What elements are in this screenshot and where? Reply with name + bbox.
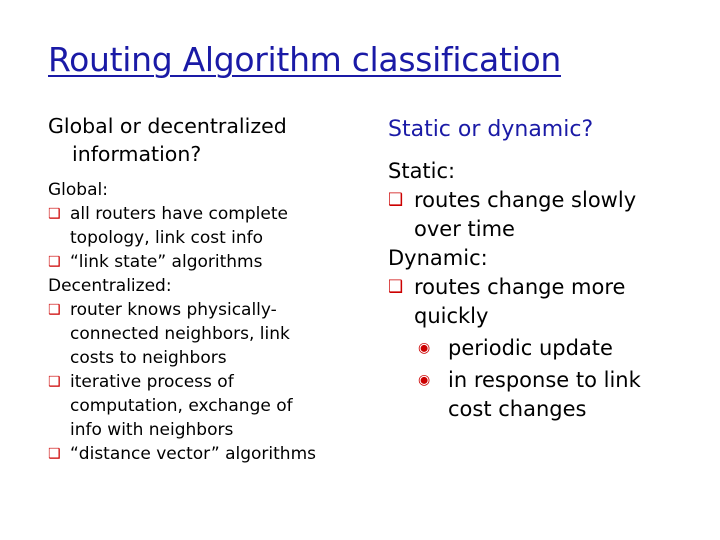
dynamic-label: Dynamic: — [388, 246, 488, 270]
sub-bullet-icon: ◉ — [418, 340, 431, 356]
square-bullet-icon: ❑ — [388, 277, 404, 297]
list-item: ❑ router knows physically- — [48, 300, 277, 320]
list-item: ❑ routes change more — [388, 273, 708, 302]
list-item: ❑ all routers have complete — [48, 204, 288, 224]
left-heading-line2: information? — [72, 142, 202, 166]
right-column: Static or dynamic? Static: ❑ routes change slowly over time Dynamic: ❑ routes change more quickly ◉ periodic update ◉ in response to link cost changes — [388, 112, 708, 424]
sub-bullet-icon: ◉ — [418, 372, 431, 388]
right-heading: Static or dynamic? — [388, 117, 594, 142]
left-heading-line1: Global or decentralized — [48, 114, 287, 138]
list-item: ❑ routes change slowly — [388, 186, 708, 215]
list-item: ❑ “distance vector” algorithms — [48, 444, 316, 464]
square-bullet-icon: ❑ — [48, 254, 61, 270]
left-heading — [48, 112, 348, 168]
square-bullet-icon: ❑ — [48, 302, 61, 318]
square-bullet-icon: ❑ — [48, 206, 61, 222]
list-item: ❑ iterative process of — [48, 372, 234, 392]
static-label: Static: — [388, 159, 456, 183]
square-bullet-icon: ❑ — [388, 190, 404, 210]
square-bullet-icon: ❑ — [48, 374, 61, 390]
global-label: Global: — [48, 180, 108, 200]
square-bullet-icon: ❑ — [48, 446, 61, 462]
sub-list-item: ◉ periodic update — [388, 334, 708, 363]
left-column: Global or decentralized information? Global: ❑ all routers have complete topology, link cost info ❑ “link state” algorithms Decentralized: ❑ router knows physically- connected neighbors, link costs to neighbors ❑ iterative process of computation, exchange of info with neighbors ❑ “distance vector” algorithms — [48, 112, 348, 466]
slide-title: Routing Algorithm classification — [48, 40, 561, 79]
list-item: ❑ “link state” algorithms — [48, 252, 263, 272]
sub-list-item: ◉ in response to link — [388, 366, 708, 395]
decentralized-label: Decentralized: — [48, 276, 172, 296]
